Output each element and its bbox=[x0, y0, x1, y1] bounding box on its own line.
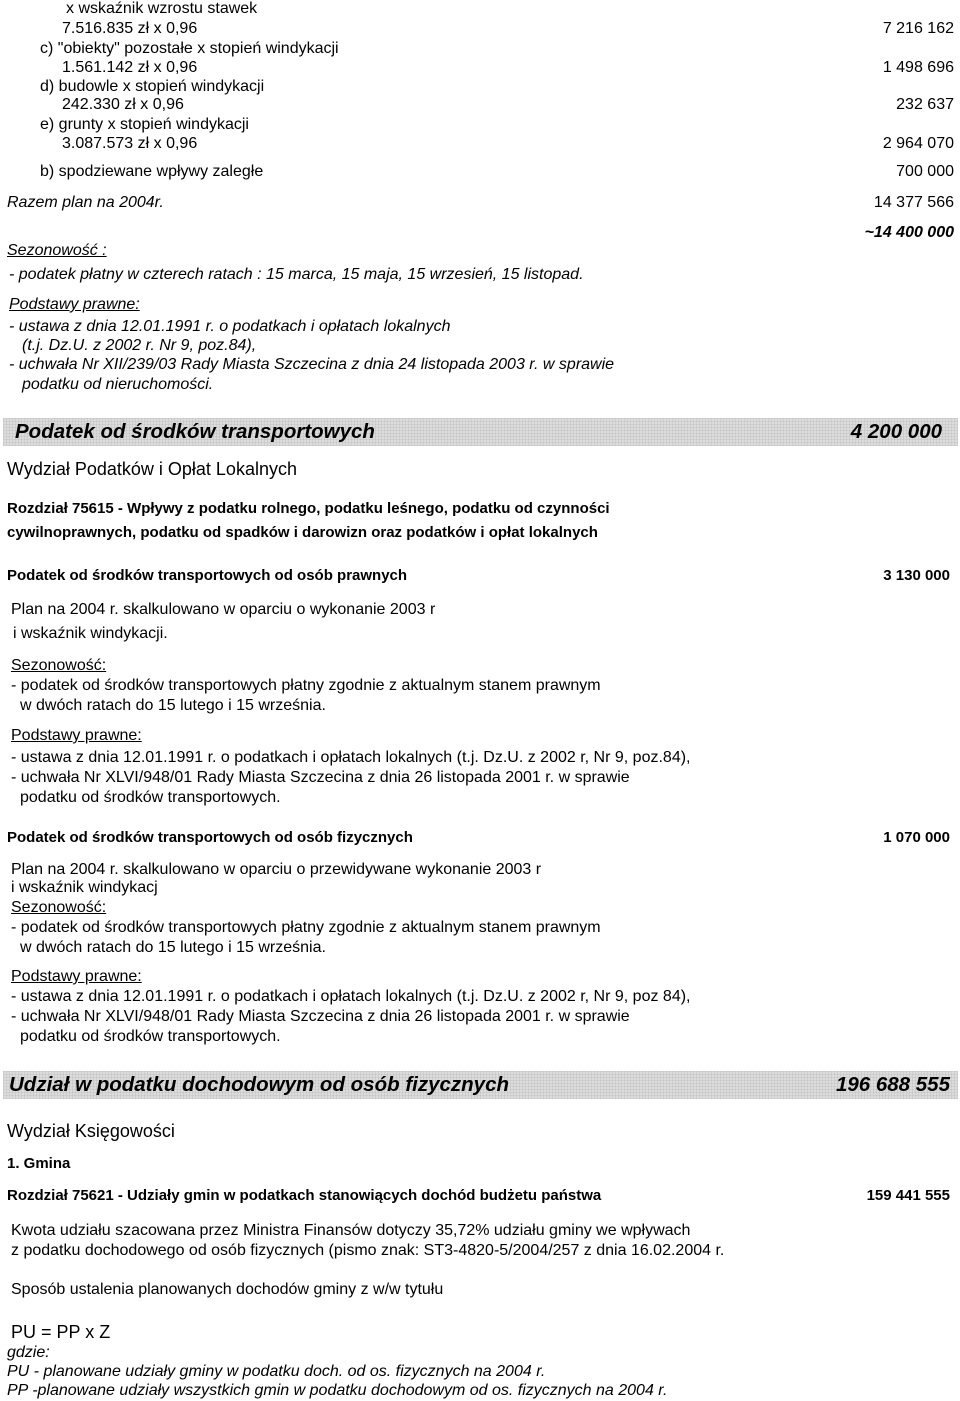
calc-value: 1 498 696 bbox=[882, 59, 954, 76]
text-line: podatku od nieruchomości. bbox=[22, 376, 214, 393]
calc-value: 232 637 bbox=[896, 96, 954, 113]
department: Wydział Księgowości bbox=[7, 1121, 175, 1141]
calc-line: 1.561.142 zł x 0,96 bbox=[62, 59, 198, 76]
text-line: Plan na 2004 r. skalkulowano w oparciu o wykonanie 2003 r bbox=[11, 601, 436, 618]
text-line: i wskaźnik windykacji. bbox=[13, 625, 168, 642]
text-line: Plan na 2004 r. skalkulowano w oparciu o przewidywane wykonanie 2003 r bbox=[11, 861, 542, 878]
text-line: i wskaźnik windykacj bbox=[11, 879, 158, 896]
text-line: - uchwała Nr XLVI/948/01 Rady Miasta Szczecina z dnia 26 listopada 2001 r. w sprawie bbox=[11, 769, 630, 786]
text-line: - ustawa z dnia 12.01.1991 r. o podatkach i opłatach lokalnych bbox=[9, 318, 451, 335]
section-title: Podatek od środków transportowych bbox=[15, 420, 375, 443]
text-line: x wskaźnik wzrostu stawek bbox=[66, 0, 258, 17]
subsection-amount: 3 130 000 bbox=[883, 567, 950, 584]
section-amount: 4 200 000 bbox=[850, 420, 942, 443]
department: Wydział Podatków i Opłat Lokalnych bbox=[7, 459, 297, 479]
text-line: PU - planowane udziały gminy w podatku doch. od os. fizycznych na 2004 r. bbox=[7, 1363, 546, 1380]
subsection-heading: Podatek od środków transportowych od osób prawnych bbox=[7, 567, 408, 584]
calc-line: 3.087.573 zł x 0,96 bbox=[62, 135, 198, 152]
section-amount: 196 688 555 bbox=[835, 1073, 950, 1096]
chapter-line: cywilnoprawnych, podatku od spadków i darowizn oraz podatków i opłat lokalnych bbox=[7, 524, 598, 541]
calc-value: 700 000 bbox=[896, 163, 954, 180]
text-line: - podatek od środków transportowych płatny zgodnie z aktualnym stanem prawnym bbox=[11, 919, 601, 936]
calc-value: 2 964 070 bbox=[882, 135, 954, 152]
section-heading: Podstawy prawne: bbox=[9, 296, 140, 313]
total-label: Razem plan na 2004r. bbox=[7, 194, 164, 211]
text-line: Kwota udziału szacowana przez Ministra Finansów dotyczy 35,72% udziału gminy we wpływach bbox=[11, 1222, 691, 1239]
text-line: b) spodziewane wpływy zaległe bbox=[40, 163, 264, 180]
subsection-amount: 1 070 000 bbox=[883, 829, 950, 846]
text-line: Sposób ustalenia planowanych dochodów gminy z w/w tytułu bbox=[11, 1281, 444, 1298]
section-heading: Sezonowość: bbox=[11, 899, 107, 916]
section-heading: Sezonowość : bbox=[7, 242, 107, 259]
chapter-line: Rozdział 75621 - Udziały gmin w podatkach stanowiących dochód budżetu państwa bbox=[7, 1187, 602, 1204]
subsection-heading: Podatek od środków transportowych od osób fizycznych bbox=[7, 829, 413, 846]
section-heading: Podstawy prawne: bbox=[11, 968, 142, 985]
chapter-amount: 159 441 555 bbox=[866, 1187, 950, 1204]
text-line: gdzie: bbox=[7, 1344, 50, 1361]
text-line: podatku od środków transportowych. bbox=[20, 1028, 281, 1045]
text-line: d) budowle x stopień windykacji bbox=[40, 78, 265, 95]
text-line: z podatku dochodowego od osób fizycznych (pismo znak: ST3-4820-5/2004/257 z dnia 16.02.2004 r. bbox=[11, 1242, 725, 1259]
text-line: (t.j. Dz.U. z 2002 r. Nr 9, poz.84), bbox=[22, 337, 257, 354]
text-line: PP -planowane udziały wszystkich gmin w podatku dochodowym od os. fizycznych na 2004 r. bbox=[7, 1382, 668, 1399]
subsection-heading: 1. Gmina bbox=[7, 1155, 71, 1172]
total-rounded: ~14 400 000 bbox=[864, 224, 954, 241]
section-heading: Podstawy prawne: bbox=[11, 727, 142, 744]
text-line: - uchwała Nr XII/239/03 Rady Miasta Szczecina z dnia 24 listopada 2003 r. w sprawie bbox=[9, 356, 615, 373]
formula: PU = PP x Z bbox=[11, 1322, 111, 1342]
text-line: - podatek płatny w czterech ratach : 15 marca, 15 maja, 15 wrzesień, 15 listopad. bbox=[9, 266, 584, 283]
text-line: w dwóch ratach do 15 lutego i 15 września. bbox=[20, 939, 326, 956]
text-line: podatku od środków transportowych. bbox=[20, 789, 281, 806]
calc-line: 7.516.835 zł x 0,96 bbox=[62, 20, 198, 37]
text-line: e) grunty x stopień windykacji bbox=[40, 116, 249, 133]
text-line: - uchwała Nr XLVI/948/01 Rady Miasta Szczecina z dnia 26 listopada 2001 r. w sprawie bbox=[11, 1008, 630, 1025]
section-title: Udział w podatku dochodowym od osób fizycznych bbox=[9, 1073, 509, 1096]
calc-value: 7 216 162 bbox=[882, 20, 954, 37]
text-line: - ustawa z dnia 12.01.1991 r. o podatkach i opłatach lokalnych (t.j. Dz.U. z 2002 r, Nr 9, poz.84), bbox=[11, 749, 691, 766]
chapter-line: Rozdział 75615 - Wpływy z podatku rolnego, podatku leśnego, podatku od czynności bbox=[7, 500, 610, 517]
text-line: c) "obiekty" pozostałe x stopień windykacji bbox=[40, 40, 339, 57]
text-line: - ustawa z dnia 12.01.1991 r. o podatkach i opłatach lokalnych (t.j. Dz.U. z 2002 r, Nr 9, poz 84), bbox=[11, 988, 691, 1005]
calc-line: 242.330 zł x 0,96 bbox=[62, 96, 184, 113]
total-value: 14 377 566 bbox=[873, 194, 954, 211]
section-heading: Sezonowość: bbox=[11, 657, 107, 674]
text-line: - podatek od środków transportowych płatny zgodnie z aktualnym stanem prawnym bbox=[11, 677, 601, 694]
text-line: w dwóch ratach do 15 lutego i 15 września. bbox=[20, 697, 326, 714]
